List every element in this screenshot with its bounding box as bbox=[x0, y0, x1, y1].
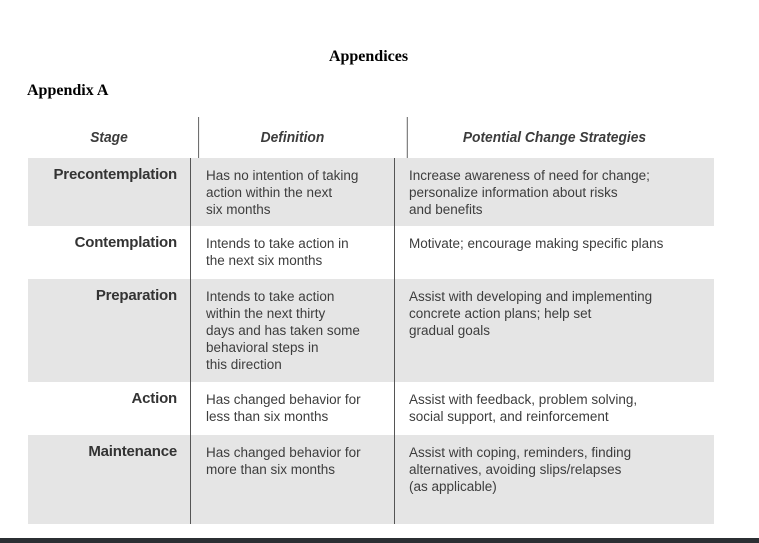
table-header-row bbox=[28, 117, 714, 158]
table-row bbox=[28, 226, 714, 279]
definition-cell: Intends to take action in the next six months bbox=[190, 226, 394, 279]
definition-cell: Has changed behavior for more than six months bbox=[190, 435, 394, 524]
table-row bbox=[28, 435, 714, 524]
stage-cell: Precontemplation bbox=[53, 166, 177, 183]
table-row bbox=[28, 279, 714, 382]
strategies-cell: Assist with feedback, problem solving, social support, and reinforcement bbox=[394, 382, 714, 435]
stage-cell: Action bbox=[131, 390, 177, 407]
stage-cell: Maintenance bbox=[88, 443, 177, 460]
stages-of-change-table bbox=[28, 117, 714, 524]
strategies-cell: Increase awareness of need for change; personalize information about risks and benefits bbox=[394, 158, 714, 226]
definition-cell: Has changed behavior for less than six months bbox=[190, 382, 394, 435]
header-stage: Stage bbox=[90, 129, 128, 146]
page-title: Appendices bbox=[328, 48, 409, 65]
header-strategies: Potential Change Strategies bbox=[407, 117, 701, 158]
definition-cell: Has no intention of taking action within the next six months bbox=[190, 158, 394, 226]
table-row bbox=[28, 158, 714, 226]
bottom-border-bar bbox=[0, 538, 759, 543]
appendix-label: Appendix A bbox=[27, 82, 109, 99]
strategies-cell: Assist with developing and implementing concrete action plans; help set gradual goals bbox=[394, 279, 714, 382]
table-row bbox=[28, 382, 714, 435]
strategies-cell: Assist with coping, reminders, finding alternatives, avoiding slips/relapses (as applicable) bbox=[394, 435, 714, 524]
stage-cell: Preparation bbox=[95, 287, 177, 304]
header-definition: Definition bbox=[198, 117, 386, 158]
stage-cell: Contemplation bbox=[74, 234, 177, 251]
definition-cell: Intends to take action within the next thirty days and has taken some behavioral steps in this direction bbox=[190, 279, 394, 382]
strategies-cell: Motivate; encourage making specific plans bbox=[394, 226, 714, 279]
